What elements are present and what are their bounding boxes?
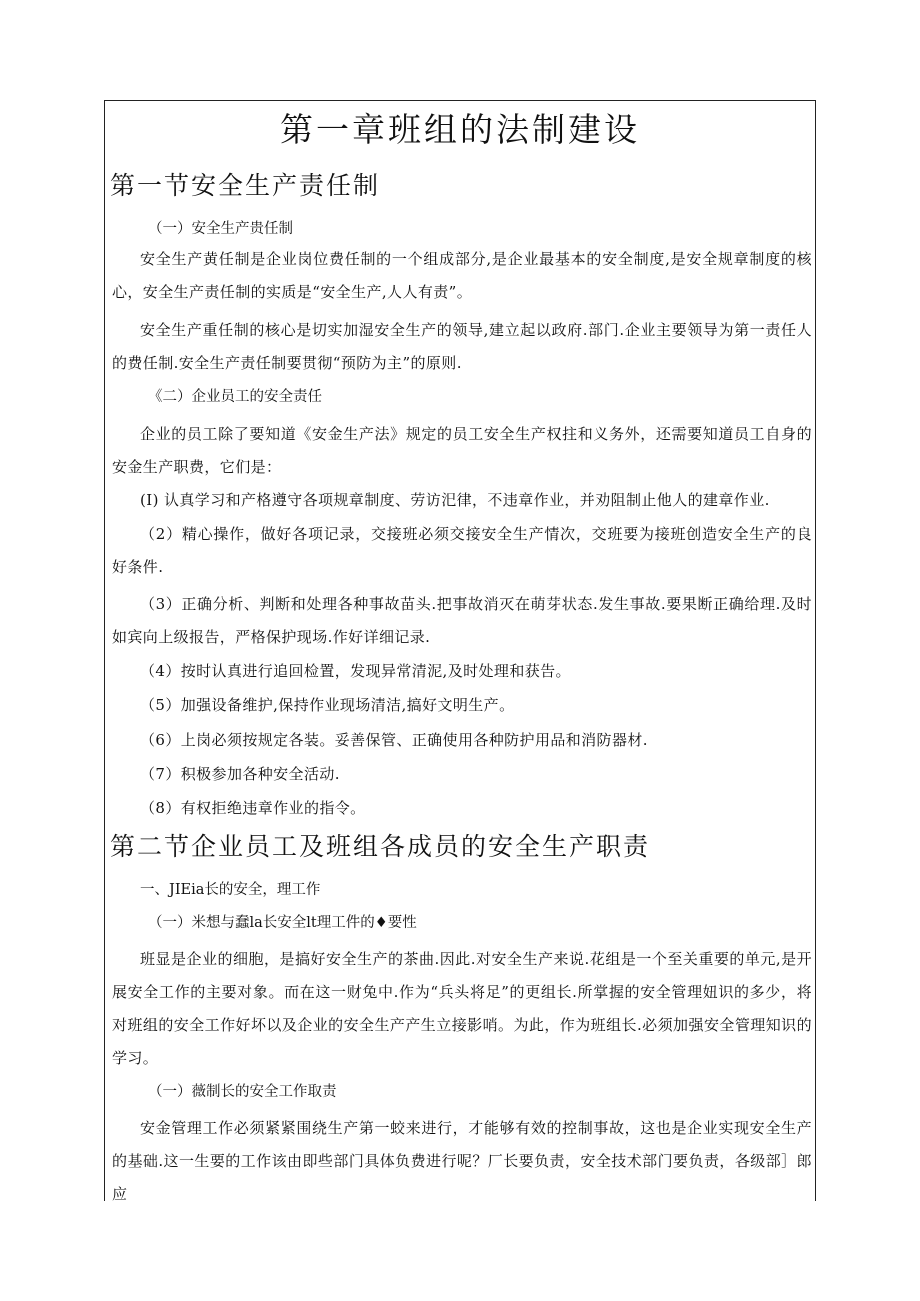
list-item: （4）按时认真进行追回检置，发现异常清泥,及时处理和获告。 bbox=[140, 662, 571, 680]
paragraph-2: 安全生产重任制的核心是切实加湿安全生产的领导,建立起以政府.部门.企业主要领导为第一责任人的费任制.安全生产责任制要贯彻“预防为主”的原则. bbox=[112, 321, 812, 372]
list-item: （2）精心操作，做好各项记录，交接班必须交接安全生产情次，交班要为接班创造安全生产的良好条件. bbox=[112, 525, 812, 576]
subheading-1-2: 《二）企业员工的安全责任 bbox=[148, 389, 322, 405]
paragraph-5: 安金管理工作必须紧紧围绕生产第一蛟来进行，才能够有效的控制事故，这也是企业实现安全生产的基础.这一生要的工作该由即些部门具体负费进行呢？厂长要负责，安全技术部门要负责，各级部］郎应 bbox=[112, 1119, 812, 1203]
list-item: （3）正确分析、判断和处理各种事故苗头.把事故消灭在萌芽状态.发生事故.要果断正确给理.及时如宾向上级报告，严格保护现场.作好详细记录. bbox=[112, 595, 812, 646]
subheading-2-2: （一）米想与蠢la长安全lt理工件的♦要性 bbox=[148, 915, 417, 931]
list-item: (I) 认真学习和产格遵守各项规章制度、劳访汜律，不违章作业，并劝阻制止他人的建章作业. bbox=[140, 491, 770, 509]
list-item: （6）上岗必须按规定各装。妥善保管、正确使用各种防护用品和消防器材. bbox=[140, 731, 648, 749]
list-item: （5）加强设备维护,保持作业现场清洁,搞好文明生产。 bbox=[140, 696, 515, 714]
list-item: （8）有权拒绝违章作业的指令。 bbox=[140, 799, 366, 817]
paragraph-1: 安全生产黄任制是企业岗位费任制的一个组成部分,是企业最基本的安全制度,是安全规章制度的核心，安全生产责任制的实质是“安全生产,人人有责”。 bbox=[112, 250, 812, 301]
section-heading-1: 第一节安全生产责任制 bbox=[110, 171, 381, 200]
chapter-title: 第一章班组的法制建设 bbox=[280, 110, 640, 149]
subheading-2-3: （一）薇制长的安全工作取责 bbox=[148, 1084, 337, 1100]
list-item: （7）积极参加各种安全活动. bbox=[140, 765, 340, 783]
subheading-1-1: （一）安全生产贵任制 bbox=[148, 221, 293, 237]
section-heading-2: 第二节企业员工及班组各成员的安全生产职责 bbox=[110, 832, 651, 861]
paragraph-3: 企业的员工除了要知道《安金生产法》规定的员工安全生产权拄和义务外，还需要知道员工自身的安金生产职费，它们是： bbox=[112, 425, 812, 476]
paragraph-4: 班显是企业的细胞，是搞好安全生产的茶曲.因此.对安全生产来说.花组是一个至关重要的单元,是开展安全工作的主要对象。而在这一财兔中.作为“兵头将足”的更组长.所掌握的安全管理妞识的多少，将对班组的安全工作好坏以及企业的安全生产产生立接影哨。为此，作为班组长.必须加强安全管理知识的学习。 bbox=[112, 950, 812, 1067]
subheading-2-1: 一、JIEia长的安全，理工作 bbox=[140, 882, 321, 898]
